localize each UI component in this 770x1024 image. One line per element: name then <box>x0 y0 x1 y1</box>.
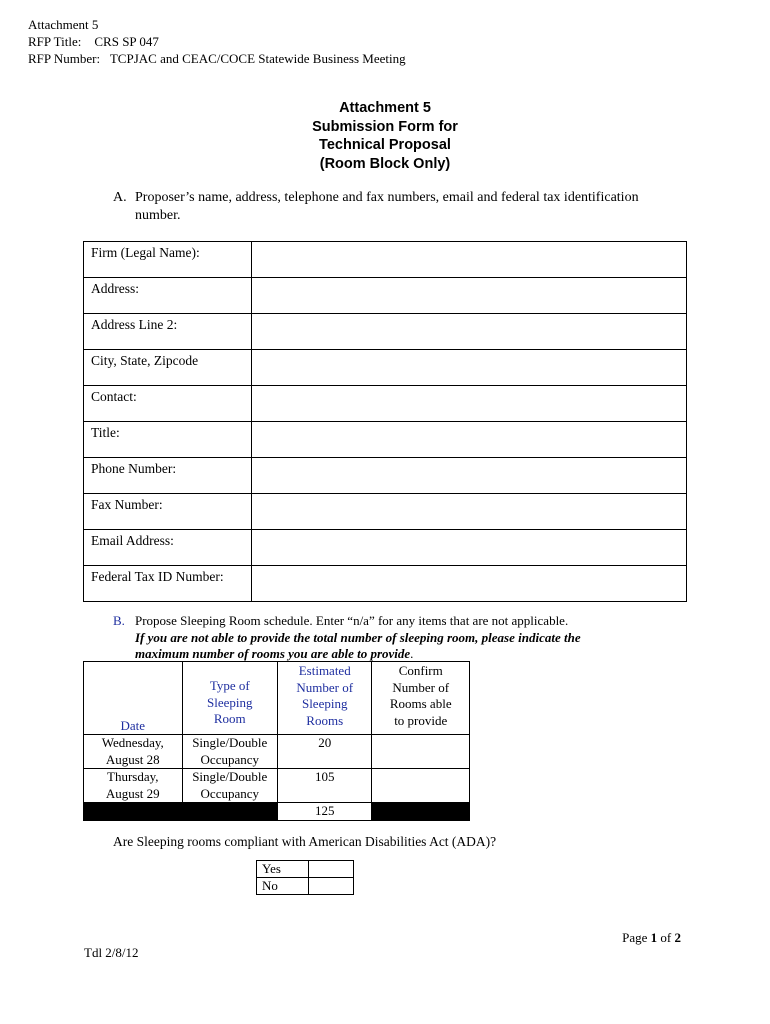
total-estimated-cell: 125 <box>278 803 372 821</box>
col-header-confirm: Confirm Number of Rooms able to provide <box>372 662 470 735</box>
header-rfp-title: RFP Title: CRS SP 047 <box>28 34 159 49</box>
table-row <box>84 422 687 458</box>
field-label: Federal Tax ID Number: <box>84 566 252 602</box>
room-type-cell: Single/Double Occupancy <box>182 735 277 769</box>
header-rfp-number: RFP Number: TCPJAC and CEAC/COCE Statewide Business Meeting <box>28 51 406 66</box>
header-attachment: Attachment 5 <box>28 17 99 32</box>
field-label: Address Line 2: <box>84 314 252 350</box>
col-header-type: Type of Sleeping Room <box>182 662 277 735</box>
field-label: City, State, Zipcode <box>84 350 252 386</box>
table-row <box>257 878 354 895</box>
date-cell: Thursday, August 29 <box>84 769 183 803</box>
table-row <box>257 861 354 878</box>
address-line2-field[interactable] <box>252 314 687 350</box>
section-a-marker: A. <box>113 190 127 205</box>
table-row <box>84 769 470 803</box>
address-field[interactable] <box>252 278 687 314</box>
ada-answer-table <box>256 860 354 895</box>
table-row <box>84 566 687 602</box>
firm-name-field[interactable] <box>252 242 687 278</box>
page-number: Page 1 of 2 <box>622 930 681 945</box>
table-row <box>84 386 687 422</box>
section-a-instructions: A. Proposer’s name, address, telephone and fax numbers, email and federal tax identification number. <box>113 190 639 223</box>
total-row <box>84 803 470 821</box>
contact-field[interactable] <box>252 386 687 422</box>
fax-field[interactable] <box>252 494 687 530</box>
tax-id-field[interactable] <box>252 566 687 602</box>
ada-question: Are Sleeping rooms compliant with American Disabilities Act (ADA)? <box>113 834 497 849</box>
ada-option-label: Yes <box>257 861 309 878</box>
ada-yes-input[interactable] <box>309 861 354 878</box>
confirm-input[interactable] <box>372 735 470 769</box>
field-label: Address: <box>84 278 252 314</box>
document-code: Tdl 2/8/12 <box>84 945 139 960</box>
city-state-zip-field[interactable] <box>252 350 687 386</box>
sleeping-room-table <box>83 661 470 821</box>
table-row <box>84 242 687 278</box>
room-type-cell: Single/Double Occupancy <box>182 769 277 803</box>
table-header-row <box>84 662 470 735</box>
blank-cell <box>182 803 277 821</box>
section-b-instructions: B. Propose Sleeping Room schedule. Enter “n/a” for any items that are not applicable. If you are not able to provide the total number of sleeping room, please indicate the maximum number of rooms you are able to provide. <box>113 613 733 663</box>
col-header-estimated: Estimated Number of Sleeping Rooms <box>278 662 372 735</box>
document-header <box>28 16 628 67</box>
field-label: Title: <box>84 422 252 458</box>
table-row <box>84 350 687 386</box>
ada-option-label: No <box>257 878 309 895</box>
estimated-cell: 105 <box>278 769 372 803</box>
page-title: Attachment 5 Submission Form for Technical Proposal (Room Block Only) <box>312 100 458 172</box>
email-field[interactable] <box>252 530 687 566</box>
field-label: Email Address: <box>84 530 252 566</box>
field-label: Phone Number: <box>84 458 252 494</box>
field-label: Contact: <box>84 386 252 422</box>
table-row <box>84 530 687 566</box>
table-row <box>84 458 687 494</box>
table-row <box>84 735 470 769</box>
title-field[interactable] <box>252 422 687 458</box>
date-cell: Wednesday, August 28 <box>84 735 183 769</box>
confirm-input[interactable] <box>372 769 470 803</box>
ada-no-input[interactable] <box>309 878 354 895</box>
estimated-cell: 20 <box>278 735 372 769</box>
field-label: Fax Number: <box>84 494 252 530</box>
blank-cell <box>372 803 470 821</box>
table-row <box>84 314 687 350</box>
phone-field[interactable] <box>252 458 687 494</box>
table-row <box>84 494 687 530</box>
blank-cell <box>84 803 183 821</box>
proposer-info-table <box>83 241 687 602</box>
col-header-date: Date <box>84 662 183 735</box>
table-row <box>84 278 687 314</box>
field-label: Firm (Legal Name): <box>84 242 252 278</box>
section-b-marker: B. <box>113 613 125 628</box>
section-b-note: If you are not able to provide the total number of sleeping room, please indicate the maximum number of rooms you are able to provide. <box>135 629 581 661</box>
